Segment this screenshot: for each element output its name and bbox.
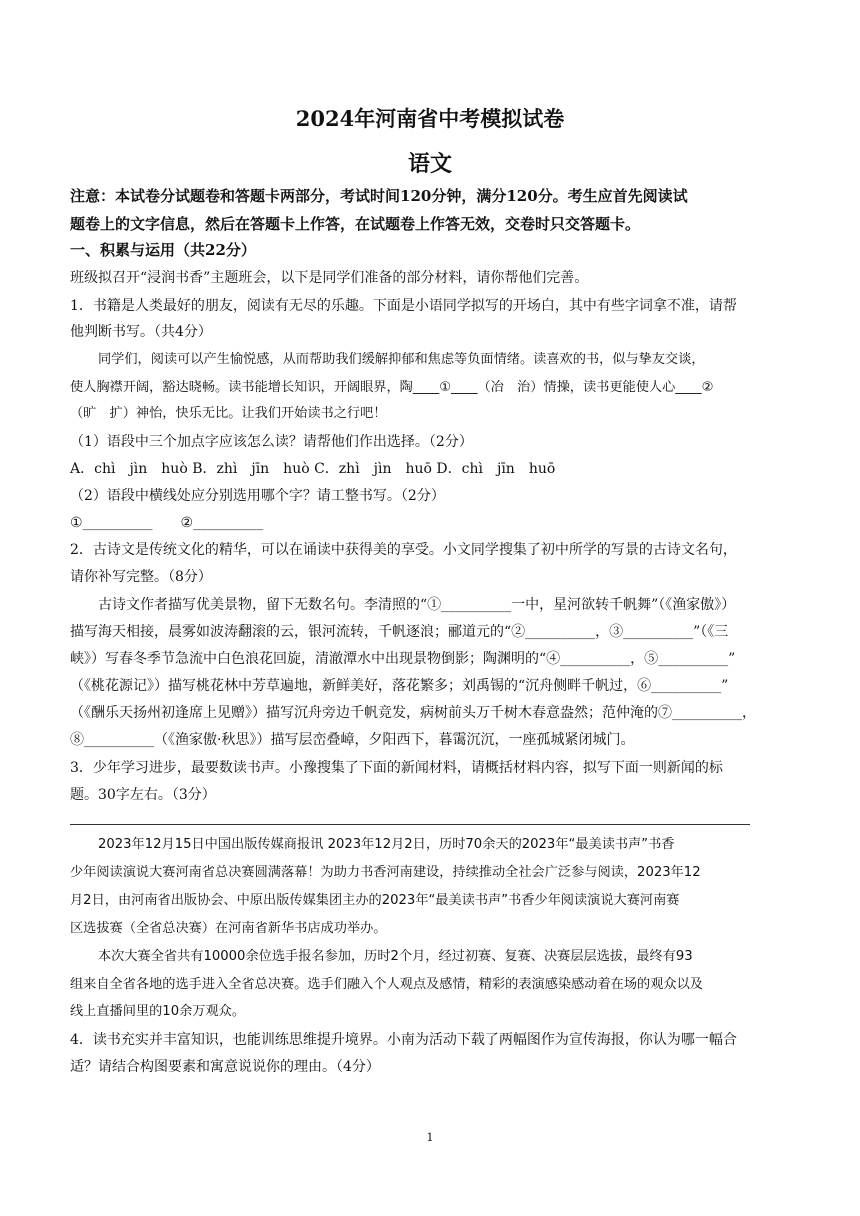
section-heading: 一、积累与运用（共22分） (70, 241, 256, 259)
news-line-2: 少年阅读演说大赛河南省总决赛圆满落幕！为助力书香河南建设，持续推动全社会广泛参与阅读，2023年12 (70, 865, 701, 880)
question-1-sub-1: （1）语段中三个加点字应该怎么读？请帮他们作出选择。（2分） (70, 434, 473, 450)
page-number: 1 (426, 1131, 434, 1144)
news-line-3: 月2日，由河南省出版协会、中原出版传媒集团主办的2023年“最美读书声”书香少年阅读演说大赛河南赛 (70, 893, 680, 908)
question-1-sub-2: （2）语段中横线处应分别选用哪个字？请工整书写。（2分） (70, 488, 445, 504)
intro-text: 班级拟召开“浸润书香”主题班会，以下是同学们准备的部分材料，请你帮他们完善。 (70, 270, 589, 286)
news-line-5: 本次大赛全省共有10000余位选手报名参加，历时2个月，经过初赛、复赛、决赛层层选拔，最终有93 (98, 949, 693, 964)
passage-2-line-5: （《酬乐天扬州初逢席上见赠》）描写沉舟旁边千帆竞发，病树前头万千树木春意盎然；范仲淹的⑦__________， (70, 705, 756, 721)
passage-2-line-2: 描写海天相接，晨雾如波涛翻滚的云，银河流转，千帆逐浪；郦道元的“②__________，③__________”（《三 (70, 624, 729, 640)
answer-blanks: ①__________ ②__________ (70, 515, 264, 531)
subject-title: 语文 (407, 151, 452, 177)
exam-title: 2024年河南省中考模拟试卷 (295, 106, 565, 131)
question-1-line-2: 他判断书写。（共4分） (70, 324, 212, 340)
notice-line-2: 题卷上的文字信息，然后在答题卡上作答，在试题卷上作答无效，交卷时只交答题卡。 (70, 215, 641, 233)
passage-1-line-3: （旷 扩）神怡，快乐无比。让我们开始读书之行吧！ (70, 406, 387, 421)
passage-2-line-3: 峡》）写春冬季节急流中白色浪花回旋，清澈潭水中出现景物倒影；陶渊明的“④__________，⑤__________” (70, 651, 736, 667)
passage-1-line-1: 同学们，阅读可以产生愉悦感，从而帮助我们缓解抑郁和焦虑等负面情绪。读喜欢的书，似与挚友交谈， (98, 352, 705, 367)
question-1-line-1: 1．书籍是人类最好的朋友，阅读有无尽的乐趣。下面是小语同学拟写的开场白，其中有些字词拿不准，请帮 (70, 298, 737, 314)
passage-2-line-6: ⑧__________（《渔家傲·秋思》）描写层峦叠嶂，夕阳西下，暮霭沉沉，一座孤城紧闭城门。 (70, 732, 635, 748)
question-2-line-2: 请你补写完整。（8分） (70, 569, 212, 585)
question-4-line-2: 适？请结合构图要素和寓意说说你的理由。（4分） (70, 1059, 380, 1075)
passage-2-line-1: 古诗文作者描写优美景物，留下无数名句。李清照的“①__________一中，星河欲转千帆舞”（《渔家傲》） (98, 597, 736, 613)
news-line-4: 区选拔赛（全省总决赛）在河南省新华书店成功举办。 (70, 921, 387, 936)
news-line-6: 组来自全省各地的选手进入全省总决赛。选手们融入个人观点及感情，精彩的表演感染感动着在场的观众以及 (70, 977, 703, 992)
question-3-line-2: 题。30字左右。（3分） (70, 787, 216, 803)
passage-1-line-2: 使人胸襟开阔，豁达晓畅。读书能增长知识，开阔眼界，陶____①____（冶 治）情操，读书更能使人心____② (70, 380, 714, 395)
answer-options: A．chì jìn huò B．zhì jīn huò C．zhì jìn huō D．chì jīn huō (70, 461, 556, 477)
answer-line (70, 824, 750, 825)
news-line-1: 2023年12月15日中国出版传媒商报讯 2023年12月2日，历时70余天的2023年“最美读书声”书香 (98, 837, 675, 852)
passage-2-line-4: （《桃花源记》）描写桃花林中芳草遍地，新鲜美好，落花繁多；刘禹锡的“沉舟侧畔千帆过，⑥__________” (70, 678, 729, 694)
question-2-line-1: 2．古诗文是传统文化的精华，可以在诵读中获得美的享受。小文同学搜集了初中所学的写景的古诗文名句， (70, 542, 737, 558)
notice-line-1: 注意：本试卷分试题卷和答题卡两部分，考试时间120分钟，满分120分。考生应首先阅读试 (70, 187, 688, 205)
news-line-7: 线上直播间里的10余万观众。 (70, 1004, 246, 1019)
question-3-line-1: 3．少年学习进步，最要数读书声。小豫搜集了下面的新闻材料，请概括材料内容，拟写下面一则新闻的标 (70, 760, 723, 776)
question-4-line-1: 4．读书充实并丰富知识，也能训练思维提升境界。小南为活动下载了两幅图作为宣传海报，你认为哪一幅合 (70, 1032, 737, 1048)
